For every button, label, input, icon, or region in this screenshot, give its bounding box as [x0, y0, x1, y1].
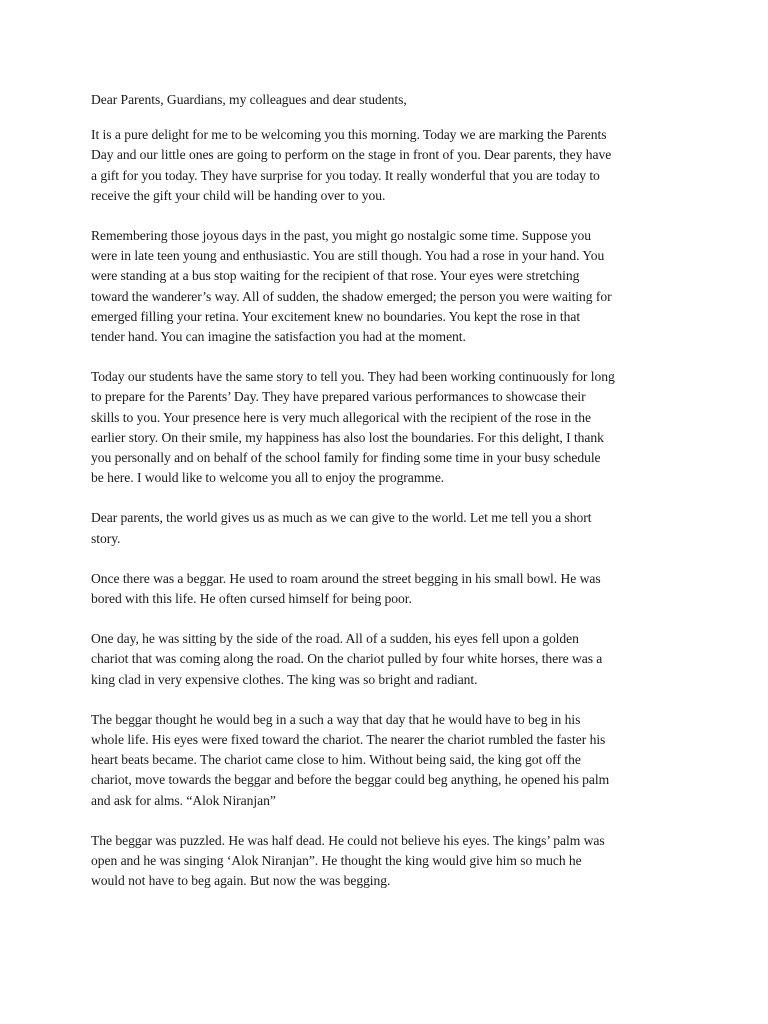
text-line: Today our students have the same story to tell you. They had been working continuously for long [91, 369, 615, 385]
text-line: Remembering those joyous days in the past, you might go nostalgic some time. Suppose you [91, 228, 592, 244]
document-page [91, 90, 706, 912]
text-line: to prepare for the Parents’ Day. They have prepared various performances to showcase their [91, 389, 586, 405]
paragraph-2 [91, 226, 706, 347]
text-line: Once there was a beggar. He used to roam around the street begging in his small bowl. He was [91, 570, 601, 586]
text-line: receive the gift your child will be handing over to you. [91, 187, 386, 203]
paragraph-3 [91, 367, 706, 488]
text-line: chariot that was coming along the road. On the chariot pulled by four white horses, there was a [91, 651, 603, 667]
text-line: heart beats became. The chariot came close to him. Without being said, the king got off the [91, 752, 581, 768]
text-line: skills to you. Your presence here is very much allegorical with the recipient of the rose in the [91, 409, 591, 425]
salutation: Dear Parents, Guardians, my colleagues and dear students, [91, 92, 407, 107]
text-line: emerged filling your retina. Your excitement knew no boundaries. You kept the rose in that [91, 308, 581, 324]
text-line: Day and our little ones are going to perform on the stage in front of you. Dear parents, they have [91, 147, 612, 163]
text-line: chariot, move towards the beggar and before the beggar could beg anything, he opened his palm [91, 772, 610, 788]
text-line: Dear parents, the world gives us as much as we can give to the world. Let me tell you a short [91, 510, 592, 526]
text-line: you personally and on behalf of the school family for finding some time in your busy schedule [91, 450, 601, 466]
document-body [91, 125, 706, 891]
text-line: story. [91, 530, 121, 546]
paragraph-7 [91, 710, 706, 811]
text-line: tender hand. You can imagine the satisfaction you had at the moment. [91, 329, 466, 345]
text-line: It is a pure delight for me to be welcoming you this morning. Today we are marking the Parents [91, 127, 607, 143]
text-line: would not have to beg again. But now the was begging. [91, 873, 391, 889]
text-line: earlier story. On their smile, my happiness has also lost the boundaries. For this delight, I thank [91, 429, 604, 445]
text-line: One day, he was sitting by the side of the road. All of a sudden, his eyes fell upon a golden [91, 631, 579, 647]
paragraph-4 [91, 508, 706, 548]
paragraph-8 [91, 831, 706, 892]
text-line: whole life. His eyes were fixed toward the chariot. The nearer the chariot rumbled the faster his [91, 732, 606, 748]
text-line: The beggar was puzzled. He was half dead. He could not believe his eyes. The kings’ palm was [91, 832, 605, 848]
text-line: be here. I would like to welcome you all to enjoy the programme. [91, 470, 445, 486]
text-line: king clad in very expensive clothes. The king was so bright and radiant. [91, 671, 478, 687]
text-line: toward the wanderer’s way. All of sudden, the shadow emerged; the person you were waiting for [91, 288, 612, 304]
text-line: The beggar thought he would beg in a such a way that day that he would have to beg in his [91, 711, 581, 727]
paragraph-6 [91, 629, 706, 690]
paragraph-1 [91, 125, 706, 206]
text-line: were standing at a bus stop waiting for the recipient of that rose. Your eyes were stretching [91, 268, 580, 284]
text-line: a gift for you today. They have surprise for you today. It really wonderful that you are today to [91, 167, 600, 183]
text-line: were in late teen young and enthusiastic. You are still though. You had a rose in your hand. You [91, 248, 605, 264]
text-line: open and he was singing ‘Alok Niranjan”. He thought the king would give him so much he [91, 853, 582, 869]
text-line: and ask for alms. “Alok Niranjan” [91, 792, 276, 808]
text-line: bored with this life. He often cursed himself for being poor. [91, 591, 412, 607]
paragraph-5 [91, 569, 706, 609]
